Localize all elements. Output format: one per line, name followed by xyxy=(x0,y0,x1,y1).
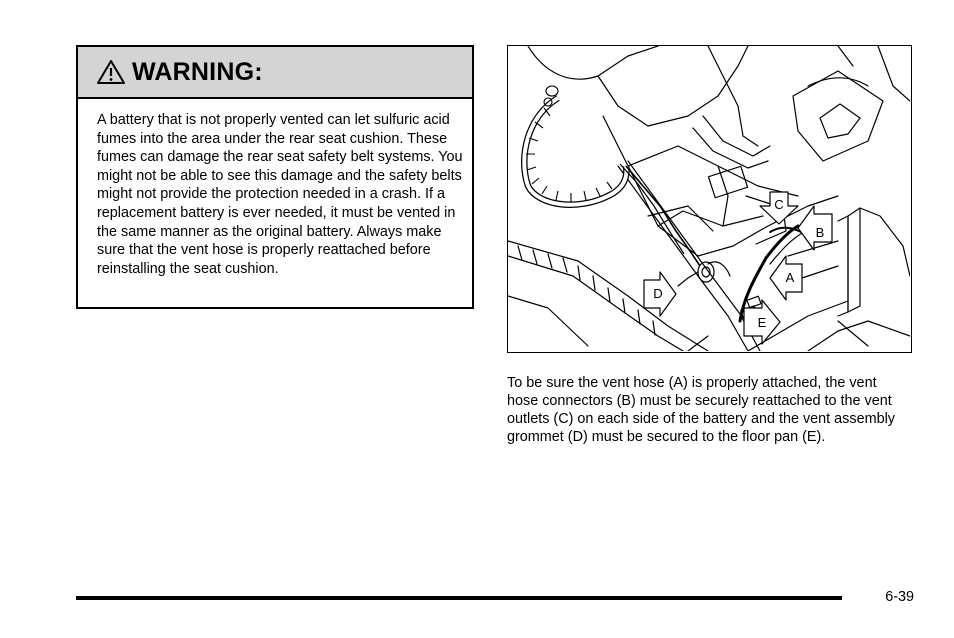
warning-body: A battery that is not properly vented can let sulfuric acid fumes into the area under the rear seat cushion. These fumes can damage the rear seat safety belt systems. You might not be able to see this damage and the safety belts might not provide the protection needed in a crash. If a replacement battery is ever needed, it must be vented in the same manner as the original battery. Always make sure that the vent hose is properly reattached before reinstalling the seat cushion. xyxy=(97,112,463,277)
figure-caption: To be sure the vent hose (A) is properly attached, the vent hose connectors (B) must be securely reattached to the vent outlets (C) on each side of the battery and the vent assembly grommet (D) must be secured to the floor pan (E). xyxy=(507,375,895,446)
warning-header xyxy=(78,47,472,99)
warning-triangle-icon xyxy=(96,59,126,85)
warning-box xyxy=(76,45,474,309)
warning-title: WARNING: xyxy=(132,57,263,86)
callout-b: B xyxy=(815,225,825,240)
battery-vent-illustration xyxy=(507,45,912,353)
callout-a: A xyxy=(785,270,795,285)
footer-rule xyxy=(76,596,842,600)
callout-c: C xyxy=(774,197,784,212)
callout-d: D xyxy=(653,286,663,301)
page-number: 6-39 xyxy=(885,589,914,605)
battery-vent-drawing xyxy=(508,46,910,351)
callout-e: E xyxy=(757,315,767,330)
